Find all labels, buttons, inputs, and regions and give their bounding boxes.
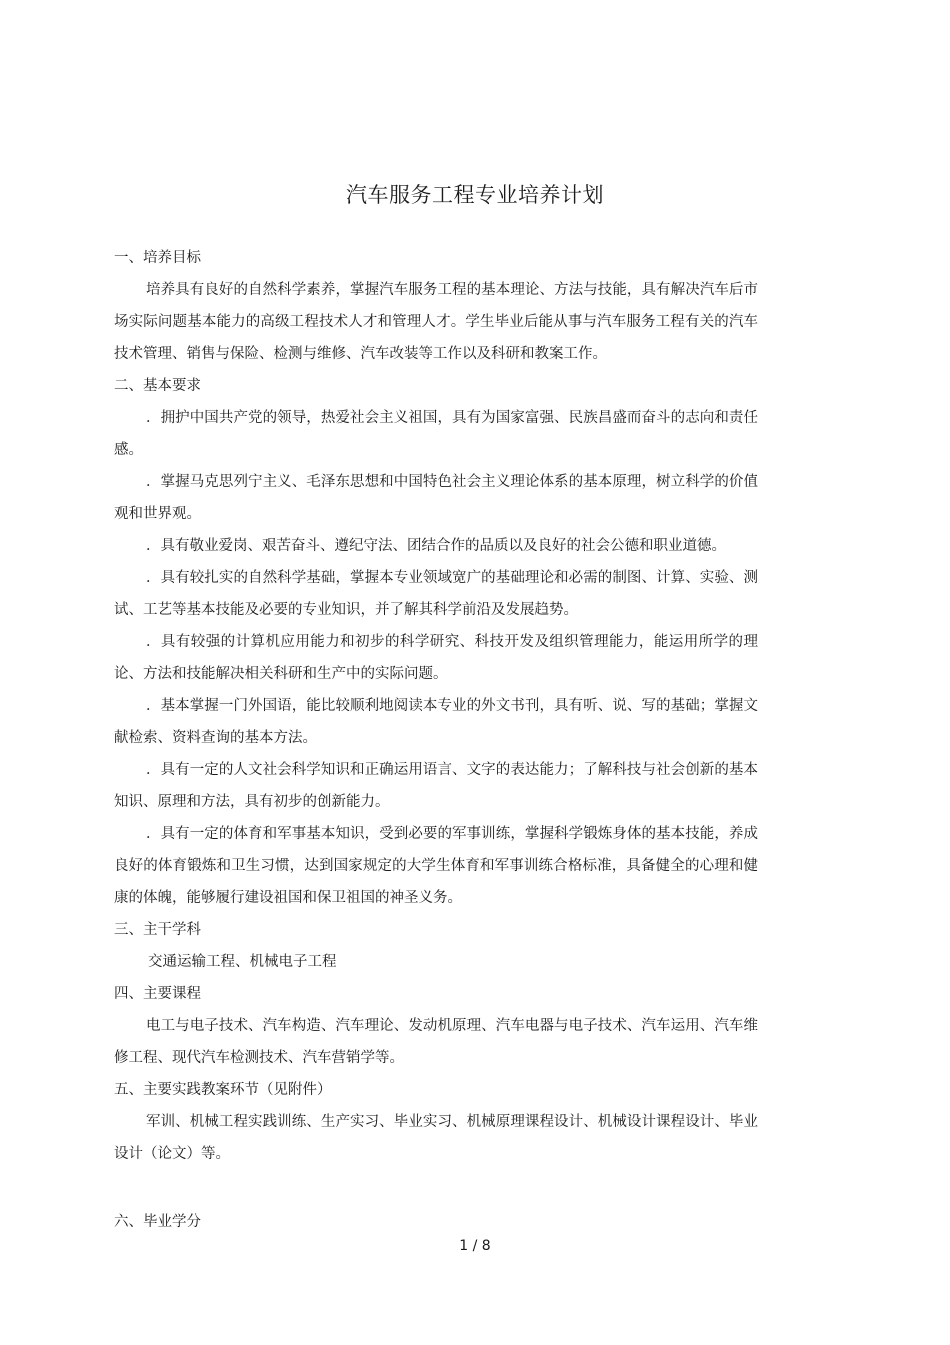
section-heading-credits: 六、毕业学分 — [114, 1214, 201, 1230]
document-title: 汽车服务工程专业培养计划 — [346, 183, 604, 207]
requirement-item: ．具有一定的体育和军事基本知识，受到必要的军事训练，掌握科学锻炼身体的基本技能，养成良好的体育锻炼和卫生习惯，达到国家规定的大学生体育和军事训练合格标准，具备健全的心理和健康的体魄，能够履行建设祖国和保卫祖国的神圣义务。 — [114, 826, 758, 906]
page-number: 1 / 8 — [459, 1238, 491, 1254]
requirement-item: ．具有一定的人文社会科学知识和正确运用语言、文字的表达能力；了解科技与社会创新的基本知识、原理和方法，具有初步的创新能力。 — [114, 762, 758, 810]
document-body — [114, 242, 758, 1238]
requirement-item: ．具有敬业爱岗、艰苦奋斗、遵纪守法、团结合作的品质以及良好的社会公德和职业道德。 — [146, 538, 726, 554]
paragraph-courses: 电工与电子技术、汽车构造、汽车理论、发动机原理、汽车电器与电子技术、汽车运用、汽车维修工程、现代汽车检测技术、汽车营销学等。 — [114, 1018, 758, 1066]
requirement-item: ．具有较扎实的自然科学基础，掌握本专业领域宽广的基础理论和必需的制图、计算、实验、测试、工艺等基本技能及必要的专业知识，并了解其科学前沿及发展趋势。 — [114, 570, 758, 618]
paragraph-disciplines: 交通运输工程、机械电子工程 — [148, 954, 337, 970]
requirement-item: ．掌握马克思列宁主义、毛泽东思想和中国特色社会主义理论体系的基本原理，树立科学的价值观和世界观。 — [114, 474, 758, 522]
section-heading-goals: 一、培养目标 — [114, 250, 201, 266]
requirement-item: ．拥护中国共产党的领导，热爱社会主义祖国，具有为国家富强、民族昌盛而奋斗的志向和责任感。 — [114, 410, 758, 458]
paragraph-goals: 培养具有良好的自然科学素养，掌握汽车服务工程的基本理论、方法与技能，具有解决汽车后市场实际问题基本能力的高级工程技术人才和管理人才。学生毕业后能从事与汽车服务工程有关的汽车技术管理、销售与保险、检测与维修、汽车改装等工作以及科研和教案工作。 — [114, 282, 758, 362]
requirement-item: ．具有较强的计算机应用能力和初步的科学研究、科技开发及组织管理能力，能运用所学的理论、方法和技能解决相关科研和生产中的实际问题。 — [114, 634, 758, 682]
requirement-item: ．基本掌握一门外国语，能比较顺利地阅读本专业的外文书刊，具有听、说、写的基础；掌握文献检索、资料查询的基本方法。 — [114, 698, 758, 746]
section-heading-disciplines: 三、主干学科 — [114, 922, 201, 938]
section-heading-courses: 四、主要课程 — [114, 986, 201, 1002]
spacer — [114, 1170, 758, 1206]
section-heading-requirements: 二、基本要求 — [114, 378, 201, 394]
paragraph-practice: 军训、机械工程实践训练、生产实习、毕业实习、机械原理课程设计、机械设计课程设计、毕业设计（论文）等。 — [114, 1114, 758, 1162]
section-heading-practice: 五、主要实践教案环节（见附件） — [114, 1082, 332, 1098]
